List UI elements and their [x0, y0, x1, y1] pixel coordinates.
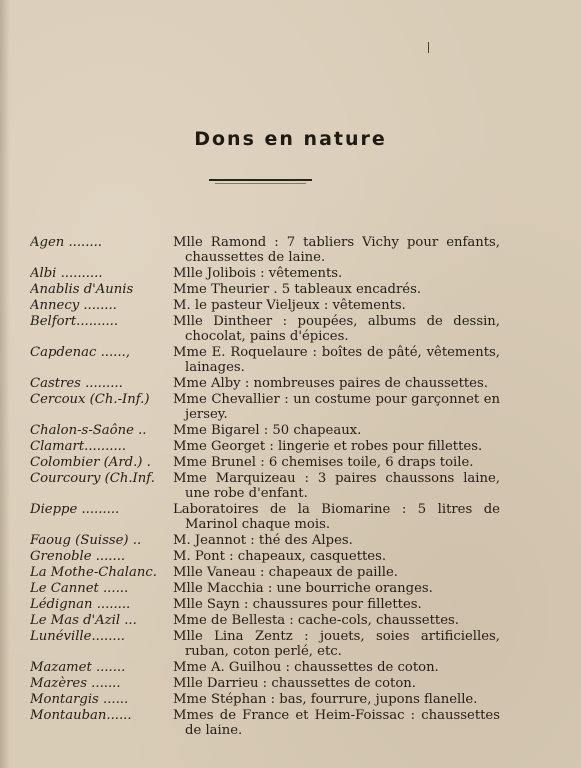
entry-place: Le Cannet ......: [30, 581, 129, 596]
entry-place: Montargis ......: [30, 692, 129, 707]
entry-donation: Mlle Sayn : chaussures pour fillettes.: [173, 597, 422, 612]
entry-donation: Mmes de France et Heim-Foissac : chaussettes de laine.: [173, 708, 500, 738]
entry-place: Capdenac ......,: [30, 345, 130, 360]
list-item: [30, 423, 500, 438]
list-item: [30, 235, 500, 265]
entry-place: Faoug (Suisse) ..: [30, 533, 142, 548]
list-item: [30, 282, 500, 297]
entry-donation: Mme de Bellesta : cache-cols, chaussettes.: [173, 613, 459, 628]
list-item: [30, 629, 500, 659]
print-mark: [428, 42, 429, 53]
list-item: [30, 392, 500, 422]
entry-donation: Mlle Dintheer : poupées, albums de dessin, chocolat, pains d'épices.: [173, 314, 500, 344]
entry-donation: Mme Alby : nombreuses paires de chaussettes.: [173, 376, 488, 391]
entry-place: Le Mas d'Azil ...: [30, 613, 137, 628]
list-item: [30, 455, 500, 470]
entry-place: Mazamet .......: [30, 660, 126, 675]
list-item: [30, 266, 500, 281]
list-item: [30, 298, 500, 313]
entry-donation: Mlle Lina Zentz : jouets, soies artificielles, ruban, coton perlé, etc.: [173, 629, 500, 659]
entry-place: Grenoble .......: [30, 549, 126, 564]
page-title: Dons en nature: [194, 128, 387, 150]
entry-place: Mazères .......: [30, 676, 121, 691]
entry-donation: Mme A. Guilhou : chaussettes de coton.: [173, 660, 439, 675]
entry-place: Dieppe .........: [30, 502, 120, 517]
entry-place: Agen ........: [30, 235, 102, 250]
entry-donation: Mme Stéphan : bas, fourrure, jupons flanelle.: [173, 692, 478, 707]
entry-donation: Mme Brunel : 6 chemises toile, 6 draps toile.: [173, 455, 474, 470]
entry-donation: Mlle Darrieu : chaussettes de coton.: [173, 676, 416, 691]
entry-donation: M. le pasteur Vieljeux : vêtements.: [173, 298, 406, 313]
entry-place: Colombier (Ard.) .: [30, 455, 151, 470]
entry-donation: Laboratoires de la Biomarine : 5 litres de Marinol chaque mois.: [173, 502, 500, 532]
list-item: [30, 660, 500, 675]
list-item: [30, 676, 500, 691]
list-item: [30, 581, 500, 596]
entry-donation: Mme E. Roquelaure : boîtes de pâté, vêtements, lainages.: [173, 345, 500, 375]
entry-place: Belfort..........: [30, 314, 119, 329]
entry-place: Lédignan ........: [30, 597, 131, 612]
list-item: [30, 597, 500, 612]
donation-list: [30, 235, 500, 739]
entry-place: Montauban......: [30, 708, 132, 723]
entry-place: Albi ..........: [30, 266, 103, 281]
entry-donation: Mlle Vaneau : chapeaux de paille.: [173, 565, 398, 580]
list-item: [30, 692, 500, 707]
entry-donation: Mme Marquizeau : 3 paires chaussons laine, une robe d'enfant.: [173, 471, 500, 501]
entry-place: Anablis d'Aunis: [30, 282, 134, 297]
entry-donation: Mlle Macchia : une bourriche oranges.: [173, 581, 433, 596]
entry-place: Annecy ........: [30, 298, 117, 313]
entry-donation: Mme Georget : lingerie et robes pour fillettes.: [173, 439, 483, 454]
list-item: [30, 471, 500, 501]
list-item: [30, 533, 500, 548]
list-item: [30, 314, 500, 344]
list-item: [30, 549, 500, 564]
entry-donation: Mlle Ramond : 7 tabliers Vichy pour enfants, chaussettes de laine.: [173, 235, 500, 265]
list-item: [30, 439, 500, 454]
entry-place: La Mothe-Chalanc.: [30, 565, 157, 580]
entry-place: Lunéville........: [30, 629, 125, 644]
entry-place: Cercoux (Ch.-Inf.): [30, 392, 150, 407]
entry-place: Clamart..........: [30, 439, 127, 454]
list-item: [30, 613, 500, 628]
entry-donation: Mme Bigarel : 50 chapeaux.: [173, 423, 362, 438]
entry-place: Castres .........: [30, 376, 123, 391]
entry-donation: M. Pont : chapeaux, casquettes.: [173, 549, 387, 564]
list-item: [30, 376, 500, 391]
entry-donation: Mlle Jolibois : vêtements.: [173, 266, 343, 281]
entry-place: Courcoury (Ch.Inf.: [30, 471, 155, 486]
entry-donation: M. Jeannot : thé des Alpes.: [173, 533, 353, 548]
page-edge-shadow: [0, 0, 10, 768]
list-item: [30, 502, 500, 532]
entry-donation: Mme Chevallier : un costume pour garçonnet en jersey.: [173, 392, 500, 422]
list-item: [30, 565, 500, 580]
list-item: [30, 708, 500, 738]
title-divider: [209, 179, 312, 181]
list-item: [30, 345, 500, 375]
entry-place: Chalon-s-Saône ..: [30, 423, 147, 438]
entry-donation: Mme Theurier . 5 tableaux encadrés.: [173, 282, 422, 297]
